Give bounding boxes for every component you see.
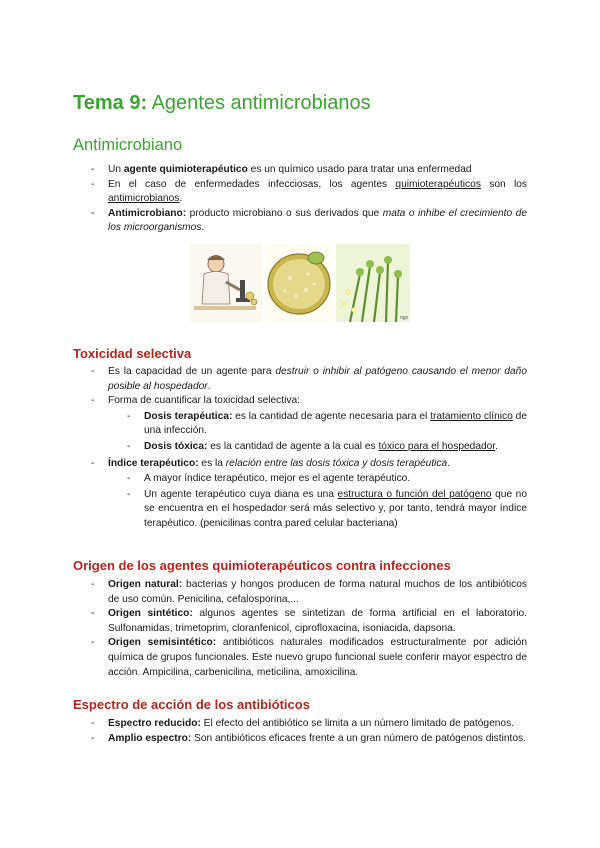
indice-sublist — [108, 472, 527, 531]
list-item: - Un agente terapéutico cuya diana es una estructura o función del patógeno que no se encuentra en el hospedador será más selectivo y, por tanto, tendrá mayor índice terapéutico. (penicilinas contra pared celular bacteriana) — [108, 488, 527, 532]
figure-signature: ngs — [400, 315, 409, 321]
list-item: - Dosis terapéutica: es la cantidad de agente necesaria para el tratamiento clínico de una infección. — [108, 410, 527, 439]
origen-list — [91, 578, 527, 680]
section-heading-antimicrobiano: Antimicrobiano — [73, 136, 183, 154]
list-item: - Origen sintético: algunos agentes se sintetizan de forma artificial en el laboratorio. Sulfonamidas, trimetoprim, cloranfenicol, ciprofloxacina, isoniacida, dapsona. — [91, 607, 527, 636]
list-item: - Origen natural: bacterias y hongos producen de forma natural muchos de los antibióticos de uso común. Penicilina, cefalosporina,... — [91, 578, 527, 607]
espectro-list — [91, 717, 527, 746]
list-item: - Amplio espectro: Son antibióticos eficaces frente a un gran número de patógenos distintos. — [91, 732, 527, 747]
list-item: - Dosis tóxica: es la cantidad de agente a la cual es tóxico para el hospedador. — [108, 440, 527, 455]
list-item: - En el caso de enfermedades infecciosas, los agentes quimioterapéuticos son los antimicrobianos. — [91, 178, 527, 207]
section-heading-toxicidad: Toxicidad selectiva — [73, 346, 192, 361]
toxicidad-list — [91, 365, 527, 534]
mold-drawing — [336, 244, 410, 322]
list-item: - Es la capacidad de un agente para destruir o inhibir al patógeno causando el menor daño posible al hospedador. — [91, 365, 527, 394]
list-item: - Un agente quimioterapéutico es un químico usado para tratar una enfermedad — [91, 163, 527, 178]
list-item: - Espectro reducido: El efecto del antibiótico se limita a un número limitado de patógenos. — [91, 717, 527, 732]
list-item: - A mayor índice terapéutico, mejor es el agente terapéutico. — [108, 472, 527, 487]
section-heading-espectro: Espectro de acción de los antibióticos — [73, 697, 310, 712]
list-item: - Origen semisintético: antibióticos naturales modificados estructuralmente por adición química de grupos funcionales. Este nuevo grupo funcional suele conferir mayor espectro de acción. Ampicilina, carbenicilina, meticilina, amoxicilina. — [91, 636, 527, 680]
petri-dish-drawing — [266, 244, 332, 322]
document-title: Tema 9: Agentes antimicrobianos — [73, 92, 371, 114]
list-item: - Antimicrobiano: producto microbiano o sus derivados que mata o inhibe el crecimiento de los microorganismos. — [91, 207, 527, 236]
list-item: - Índice terapéutico: es la relación entre las dosis tóxica y dosis terapéutica. - A mayor índice terapéutico, mejor es el agente terapéutico. - Un agente terapéutico cuya diana es una estructura o función del patógeno que no se encuentra en el hospedador será más selectivo y, por tanto, tendrá mayor índice terapéutico. (penicilinas contra pared celular bacteriana) — [91, 457, 527, 532]
section-heading-origen: Origen de los agentes quimioterapéuticos contra infecciones — [73, 558, 451, 573]
scientist-drawing — [190, 244, 262, 322]
list-item: - Forma de cuantificar la toxicidad selectiva: - Dosis terapéutica: es la cantidad de agente necesaria para el tratamiento clínico de una infección. - Dosis tóxica: es la cantidad de agente a la cual es tóxico para el hospedador. — [91, 394, 527, 454]
dosis-sublist — [108, 410, 527, 455]
antimicrobiano-list — [91, 163, 527, 236]
microbiology-illustration — [190, 244, 410, 322]
